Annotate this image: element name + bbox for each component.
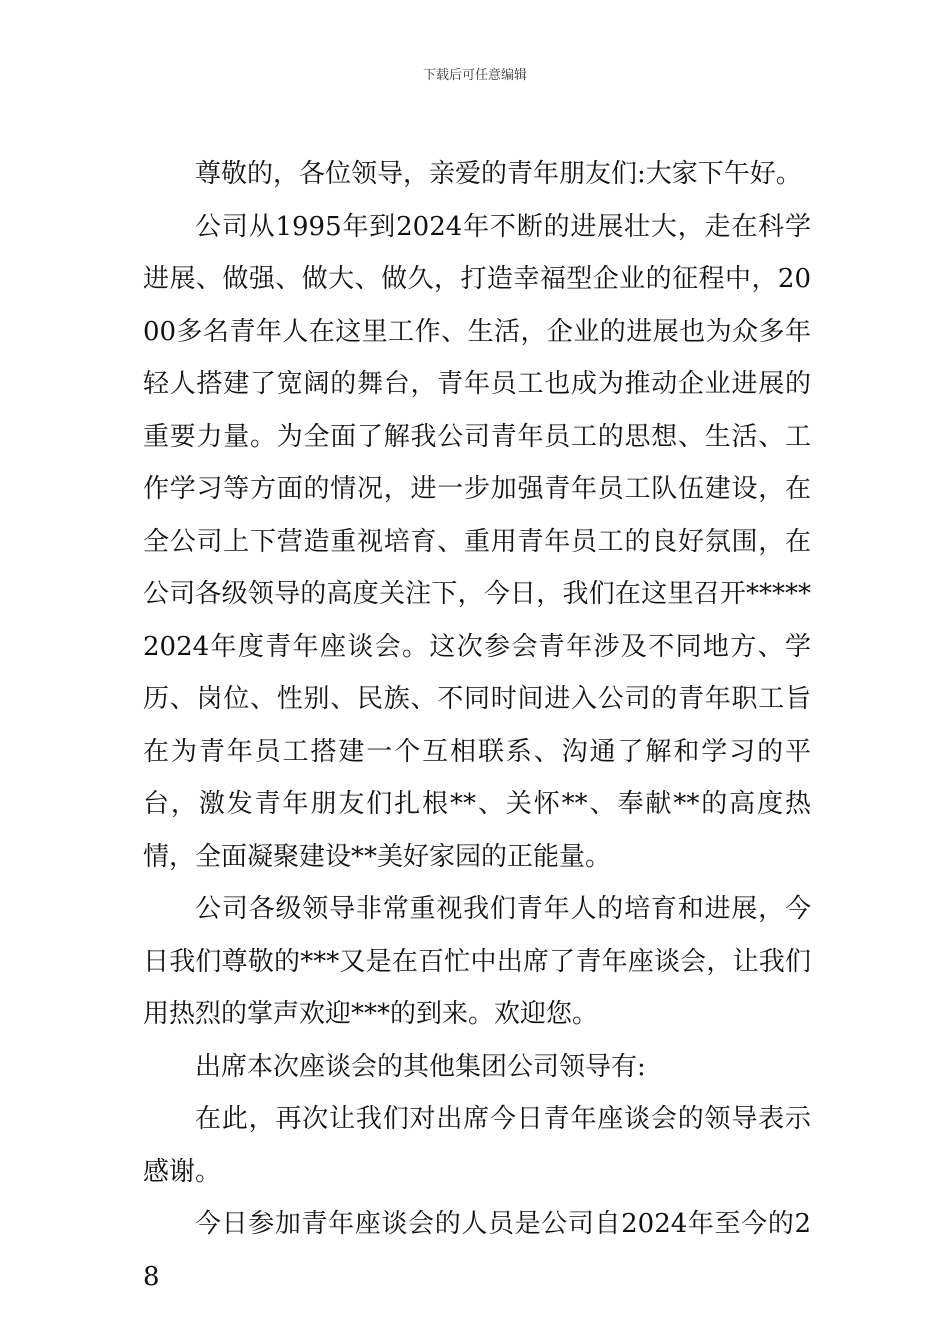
paragraph-thanks: 在此，再次让我们对出席今日青年座谈会的领导表示感谢。 (143, 1104, 811, 1187)
page-header-note: 下载后可任意编辑 (422, 68, 527, 83)
document-body (143, 148, 811, 1303)
paragraph-leader-welcome: 公司各级领导非常重视我们青年人的培育和进展，今日我们尊敬的***又是在百忙中出席了青年座谈会，让我们用热烈的掌声欢迎***的到来。欢迎您。 (143, 894, 811, 1029)
paragraph-other-leaders: 出席本次座谈会的其他集团公司领导有: (195, 1051, 646, 1082)
paragraph-attendees: 今日参加青年座谈会的人员是公司自2024年至今的28 (143, 1209, 811, 1292)
paragraph-greeting: 尊敬的，各位领导，亲爱的青年朋友们:大家下午好。 (195, 159, 802, 189)
paragraph-company-intro: 公司从1995年到2024年不断的进展壮大，走在科学进展、做强、做大、做久，打造幸福型企业的征程中，2000多名青年人在这里工作、生活，企业的进展也为众多年轻人搭建了宽阔的舞台，青年员工也成为推动企业进展的重要力量。为全面了解我公司青年员工的思想、生活、工作学习等方面的情况，进一步加强青年员工队伍建设，在全公司上下营造重视培育、重用青年员工的良好氛围，在公司各级领导的高度关注下，今日，我们在这里召开*****2024年度青年座谈会。这次参会青年涉及不同地方、学历、岗位、性别、民族、不同时间进入公司的青年职工旨在为青年员工搭建一个互相联系、沟通了解和学习的平台，激发青年朋友们扎根**、关怀**、奉献**的高度热情，全面凝聚建设**美好家园的正能量。 (143, 211, 811, 872)
